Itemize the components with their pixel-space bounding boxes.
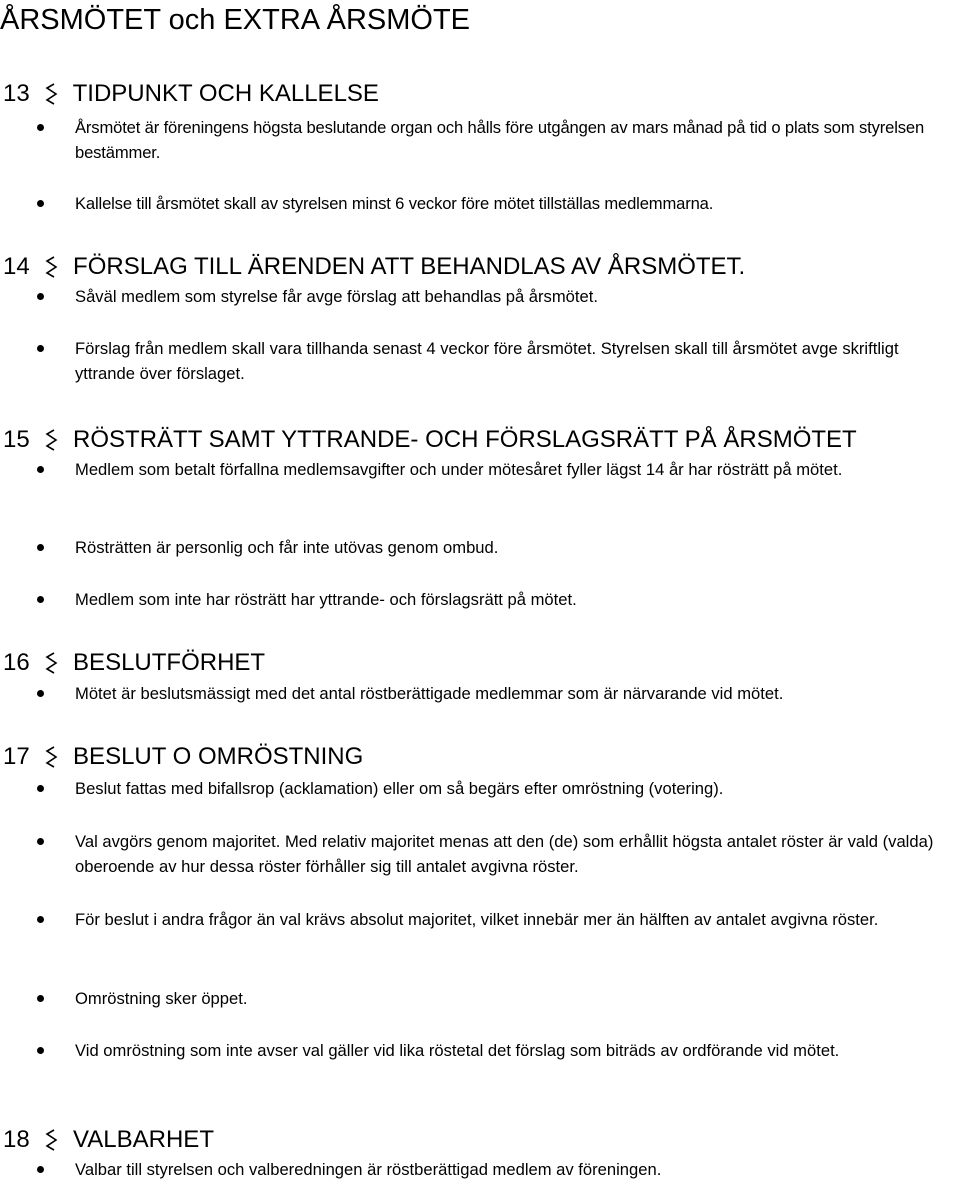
section-number: 17 bbox=[3, 743, 30, 770]
section-number: 14 bbox=[3, 253, 30, 280]
section-number: 13 bbox=[3, 80, 30, 107]
bullet-icon bbox=[37, 690, 44, 697]
section-number: 16 bbox=[3, 649, 30, 676]
section-sign-icon bbox=[36, 742, 66, 772]
section-sign-icon bbox=[36, 1125, 66, 1155]
bullet-icon bbox=[37, 785, 44, 792]
section-title: RÖSTRÄTT SAMT YTTRANDE- OCH FÖRSLAGSRÄTT PÅ ÅRSMÖTET bbox=[73, 426, 857, 453]
bullet-icon bbox=[37, 200, 44, 207]
section-heading-17 bbox=[3, 742, 363, 772]
section-number: 18 bbox=[3, 1126, 30, 1153]
bullet-icon bbox=[37, 916, 44, 923]
section-sign-icon bbox=[36, 425, 66, 455]
section-heading-16 bbox=[3, 648, 265, 678]
section-title: BESLUTFÖRHET bbox=[73, 649, 266, 676]
section-title: FÖRSLAG TILL ÄRENDEN ATT BEHANDLAS AV ÅRSMÖTET. bbox=[73, 253, 746, 280]
list-item-text: Beslut fattas med bifallsrop (acklamation) eller om så begärs efter omröstning (votering). bbox=[75, 779, 724, 798]
section-title: VALBARHET bbox=[73, 1126, 214, 1153]
bullet-icon bbox=[37, 544, 44, 551]
section-sign-icon bbox=[36, 648, 66, 678]
section-heading-15 bbox=[3, 425, 857, 455]
list-item-text: Förslag från medlem skall vara tillhanda senast 4 veckor före årsmötet. Styrelsen skall till årsmötet avge skriftligt yttrande över förslaget. bbox=[75, 339, 899, 383]
list-item-text: Årsmötet är föreningens högsta beslutande organ och hålls före utgången av mars månad på tid o plats som styrelsen bestämmer. bbox=[75, 118, 925, 162]
list-item-text: Rösträtten är personlig och får inte utövas genom ombud. bbox=[75, 538, 499, 557]
list-item-text: Mötet är beslutsmässigt med det antal röstberättigade medlemmar som är närvarande vid mötet. bbox=[75, 684, 784, 703]
bullet-icon bbox=[37, 596, 44, 603]
list-item-text: Valbar till styrelsen och valberedningen är röstberättigad medlem av föreningen. bbox=[75, 1160, 662, 1179]
section-heading-18 bbox=[3, 1125, 214, 1155]
section-sign-icon bbox=[36, 79, 66, 109]
list-item-text: Medlem som betalt förfallna medlemsavgifter och under mötesåret fyller lägst 14 år har rösträtt på mötet. bbox=[75, 460, 843, 479]
bullet-icon bbox=[37, 293, 44, 300]
bullet-icon bbox=[37, 1047, 44, 1054]
list-item-text: Vid omröstning som inte avser val gäller vid lika röstetal det förslag som biträds av ordförande vid mötet. bbox=[75, 1041, 840, 1060]
section-sign-icon bbox=[36, 252, 66, 282]
bullet-icon bbox=[37, 995, 44, 1002]
section-title: TIDPUNKT OCH KALLELSE bbox=[72, 80, 379, 107]
section-heading-14 bbox=[3, 252, 745, 282]
section-heading-13 bbox=[3, 79, 379, 109]
list-item-text: Medlem som inte har rösträtt har yttrande- och förslagsrätt på mötet. bbox=[75, 590, 577, 609]
bullet-icon bbox=[37, 838, 44, 845]
list-item-text: För beslut i andra frågor än val krävs absolut majoritet, vilket innebär mer än hälften av antalet avgivna röster. bbox=[75, 910, 879, 929]
page-title: ÅRSMÖTET och EXTRA ÅRSMÖTE bbox=[0, 4, 471, 36]
section-title: BESLUT O OMRÖSTNING bbox=[73, 743, 364, 770]
bullet-icon bbox=[37, 1166, 44, 1173]
list-item-text: Val avgörs genom majoritet. Med relativ majoritet menas att den (de) som erhållit högsta antalet röster är vald (valda) oberoende av hur dessa röster förhåller sig till antalet avgivna röster. bbox=[75, 832, 934, 876]
bullet-icon bbox=[37, 466, 44, 473]
section-number: 15 bbox=[3, 426, 30, 453]
bullet-icon bbox=[37, 124, 44, 131]
list-item-text: Såväl medlem som styrelse får avge förslag att behandlas på årsmötet. bbox=[75, 287, 598, 306]
list-item-text: Omröstning sker öppet. bbox=[75, 989, 248, 1008]
list-item-text: Kallelse till årsmötet skall av styrelsen minst 6 veckor före mötet tillställas medlemmarna. bbox=[75, 194, 714, 213]
bullet-icon bbox=[37, 345, 44, 352]
